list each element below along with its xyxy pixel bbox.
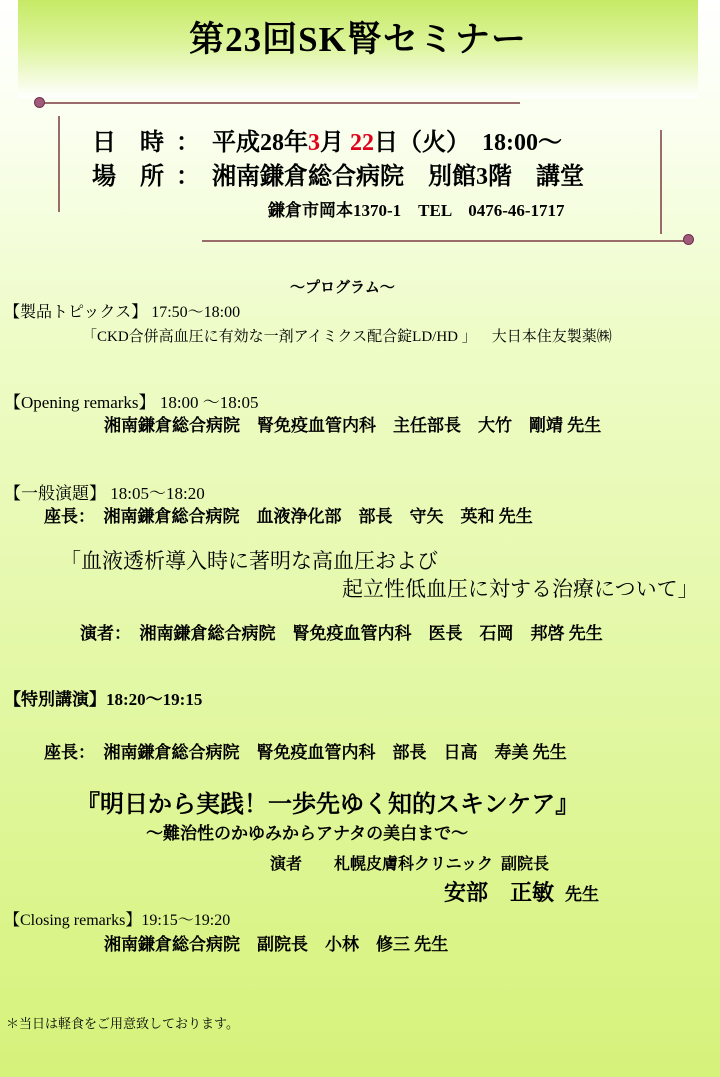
date-month-unit: 月 <box>320 130 344 156</box>
special-time: 18:20～19:15 <box>106 690 203 709</box>
program-heading: ～プログラム～ <box>290 280 395 296</box>
special-speaker-honorific: 先生 <box>565 885 600 904</box>
special-title: 『明日から実践！一歩先ゆく知的スキンケア』 <box>76 792 580 818</box>
closing-row <box>4 907 230 930</box>
general-label: 【一般演題】 <box>4 484 106 503</box>
special-speaker-line: 演者 札幌皮膚科クリニック 副院長 <box>270 856 550 873</box>
closing-label: 【Closing remarks】 <box>4 912 142 929</box>
opening-row <box>4 388 259 413</box>
special-subtitle: ～難治性のかゆみからアナタの美白まで～ <box>146 824 469 843</box>
product-company: 大日本住友製薬㈱ <box>491 329 612 345</box>
date-row <box>92 122 562 157</box>
general-speaker: 演者： 湘南鎌倉総合病院 腎免疫血管内科 医長 石岡 邦啓 先生 <box>80 624 603 643</box>
special-row <box>4 685 202 710</box>
special-label: 【特別講演】 <box>4 690 106 709</box>
product-row <box>4 299 240 322</box>
general-row <box>4 479 205 504</box>
special-chair: 座長： 湘南鎌倉総合病院 腎免疫血管内科 部長 日高 寿美 先生 <box>44 743 567 762</box>
venue-name: 湘南鎌倉総合病院 別館3階 講堂 <box>212 164 584 190</box>
closing-speaker: 湘南鎌倉総合病院 副院長 小林 修三 先生 <box>104 935 449 954</box>
opening-label: 【Opening remarks】 <box>4 393 156 412</box>
frame-top-line <box>40 102 520 104</box>
venue-row <box>92 156 584 191</box>
date-day: 22 <box>350 130 374 156</box>
opening-time: 18:00 ～18:05 <box>159 393 259 412</box>
date-prefix: 平成28年 <box>212 130 308 156</box>
special-speaker-name-row <box>444 876 599 907</box>
seminar-title: 第23回SK腎セミナー <box>189 20 527 59</box>
product-time: 17:50～18:00 <box>151 304 241 321</box>
date-month: 3 <box>308 130 320 156</box>
frame-top-dot <box>34 97 45 108</box>
date-day-suffix: 日（火） <box>374 130 470 156</box>
meal-note: ＊当日は軽食をご用意致しております。 <box>6 1016 239 1031</box>
general-time: 18:05～18:20 <box>110 484 205 503</box>
opening-speaker: 湘南鎌倉総合病院 腎免疫血管内科 主任部長 大竹 剛靖 先生 <box>104 416 602 435</box>
product-label: 【製品トピックス】 <box>4 304 148 321</box>
frame-right-line <box>660 130 662 234</box>
date-colon: ： <box>176 130 200 156</box>
frame-left-line <box>58 116 60 212</box>
venue-address: 鎌倉市岡本1370-1 TEL 0476-46-1717 <box>268 201 565 220</box>
frame-bottom-line <box>202 240 688 242</box>
venue-colon: ： <box>176 164 200 190</box>
event-time: 18:00～ <box>482 130 562 156</box>
product-topic: 「CKD合併高血圧に有効な一剤アイミクス配合錠LD/HD 」 <box>82 329 477 345</box>
product-topic-row <box>82 325 612 346</box>
closing-time: 19:15～19:20 <box>141 912 231 929</box>
frame-bottom-dot <box>683 234 694 245</box>
special-speaker-name: 安部 正敏 <box>444 880 555 905</box>
date-label: 日 時 <box>92 130 164 156</box>
venue-label: 場 所 <box>92 164 164 190</box>
general-chair: 座長： 湘南鎌倉総合病院 血液浄化部 部長 守矢 英和 先生 <box>44 507 533 526</box>
general-title-line1: 「血液透析導入時に著明な高血圧および <box>60 549 438 573</box>
general-title-line2: 起立性低血圧に対する治療について」 <box>342 577 699 601</box>
